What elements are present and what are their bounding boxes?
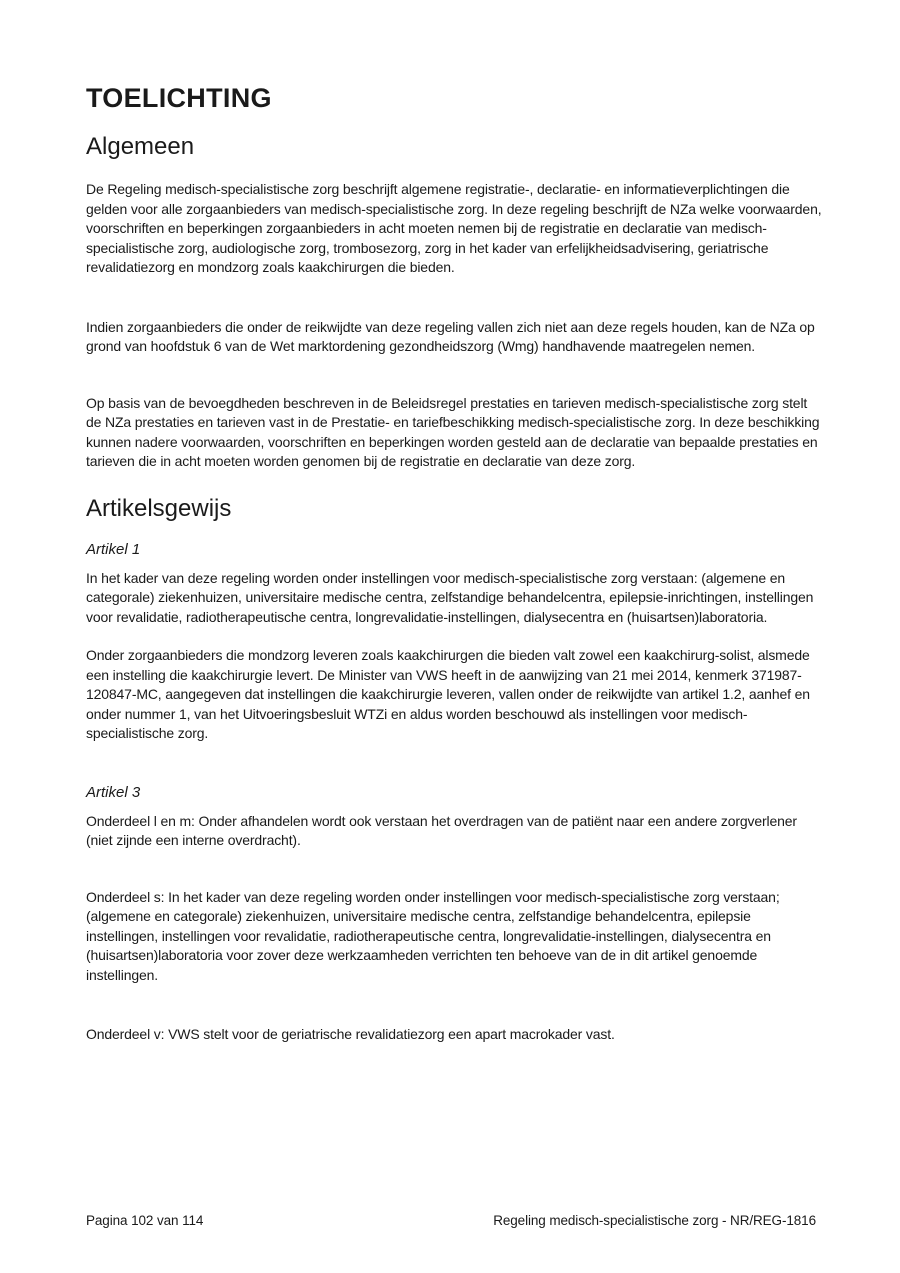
document-title: TOELICHTING	[86, 83, 272, 113]
footer-document-reference: Regeling medisch-specialistische zorg - NR/REG-1816	[493, 1213, 816, 1228]
artikel-3-paragraph-1: Onderdeel l en m: Onder afhandelen wordt ook verstaan het overdragen van de patiënt naar een andere zorgverlener (niet zijnde een interne overdracht).	[86, 812, 797, 848]
algemeen-paragraph-1: De Regeling medisch-specialistische zorg beschrijft algemene registratie-, declaratie- en informatieverplichtingen die gelden voor alle zorgaanbieders van medisch-specialistische zorg. In deze regeling beschrijft de NZa welke voorwaarden, voorschriften en beperkingen zorgaanbieders in acht moeten nemen bij de registratie en declaratie van medisch-specialistische zorg, audiologische zorg, trombosezorg, zorg in het kader van erfelijkheidsadvisering, geriatrische revalidatiezorg en mondzorg zoals kaakchirurgen die bieden.	[86, 181, 822, 275]
section-heading-algemeen: Algemeen	[86, 133, 195, 160]
artikel-1-paragraph-2: Onder zorgaanbieders die mondzorg leveren zoals kaakchirurgen die bieden valt zowel een kaakchirurg-solist, alsmede een instelling die kaakchirurgie levert. De Minister van VWS heeft in de aanwijzing van 21 mei 2014, kenmerk 371987-120847-MC, aangegeven dat instellingen die kaakchirurgie leveren, vallen onder de reikwijdte van artikel 1.2, aanhef en onder nummer 1, van het Uitvoeringsbesluit WTZi en aldus worden beschouwd als instellingen voor medisch-specialistische zorg.	[86, 647, 810, 741]
artikel-3-paragraph-2: Onderdeel s: In het kader van deze regeling worden onder instellingen voor medisch-specialistische zorg verstaan; (algemene en categorale) ziekenhuizen, universitaire medische centra, zelfstandige behandelcentra, epilepsie instellingen, instellingen voor revalidatie, radiotherapeutische centra, longrevalidatie-instellingen, dialysecentra en (huisartsen)laboratoria voor zover deze werkzaamheden verrichten ten behoeve van de in dit artikel genoemde instellingen.	[86, 888, 780, 983]
artikel-3-heading: Artikel 3	[86, 783, 141, 801]
algemeen-paragraph-2: Indien zorgaanbieders die onder de reikwijdte van deze regeling vallen zich niet aan deze regels houden, kan de NZa op grond van hoofdstuk 6 van de Wet marktordening gezondheidszorg (Wmg) handhavende maatregelen nemen.	[86, 318, 815, 354]
artikel-3-paragraph-3: Onderdeel v: VWS stelt voor de geriatrische revalidatiezorg een apart macrokader vast.	[86, 1026, 615, 1042]
algemeen-paragraph-3: Op basis van de bevoegdheden beschreven in de Beleidsregel prestaties en tarieven medisch-specialistische zorg stelt de NZa prestaties en tarieven vast in de Prestatie- en tariefbeschikking medisch-specialistische zorg. In deze beschikking kunnen nadere voorwaarden, voorschriften en beperkingen worden gesteld aan de declaratie van bepaalde prestaties en tarieven die in acht moeten worden genomen bij de registratie en declaratie van deze zorg.	[86, 394, 820, 469]
artikel-1-heading: Artikel 1	[86, 540, 141, 558]
artikel-1-paragraph-1: In het kader van deze regeling worden onder instellingen voor medisch-specialistische zorg verstaan: (algemene en categorale) ziekenhuizen, universitaire medische centra, zelfstandige behandelcentra, epilepsie-inrichtingen, instellingen voor revalidatie, radiotherapeutische centra, longrevalidatie-instellingen, dialysecentra en (huisartsen)laboratoria.	[86, 569, 814, 625]
page-footer	[86, 1212, 816, 1229]
section-heading-artikelsgewijs: Artikelsgewijs	[86, 494, 232, 522]
footer-page-indicator: Pagina 102 van 114	[86, 1213, 204, 1228]
document-content	[86, 84, 826, 1045]
